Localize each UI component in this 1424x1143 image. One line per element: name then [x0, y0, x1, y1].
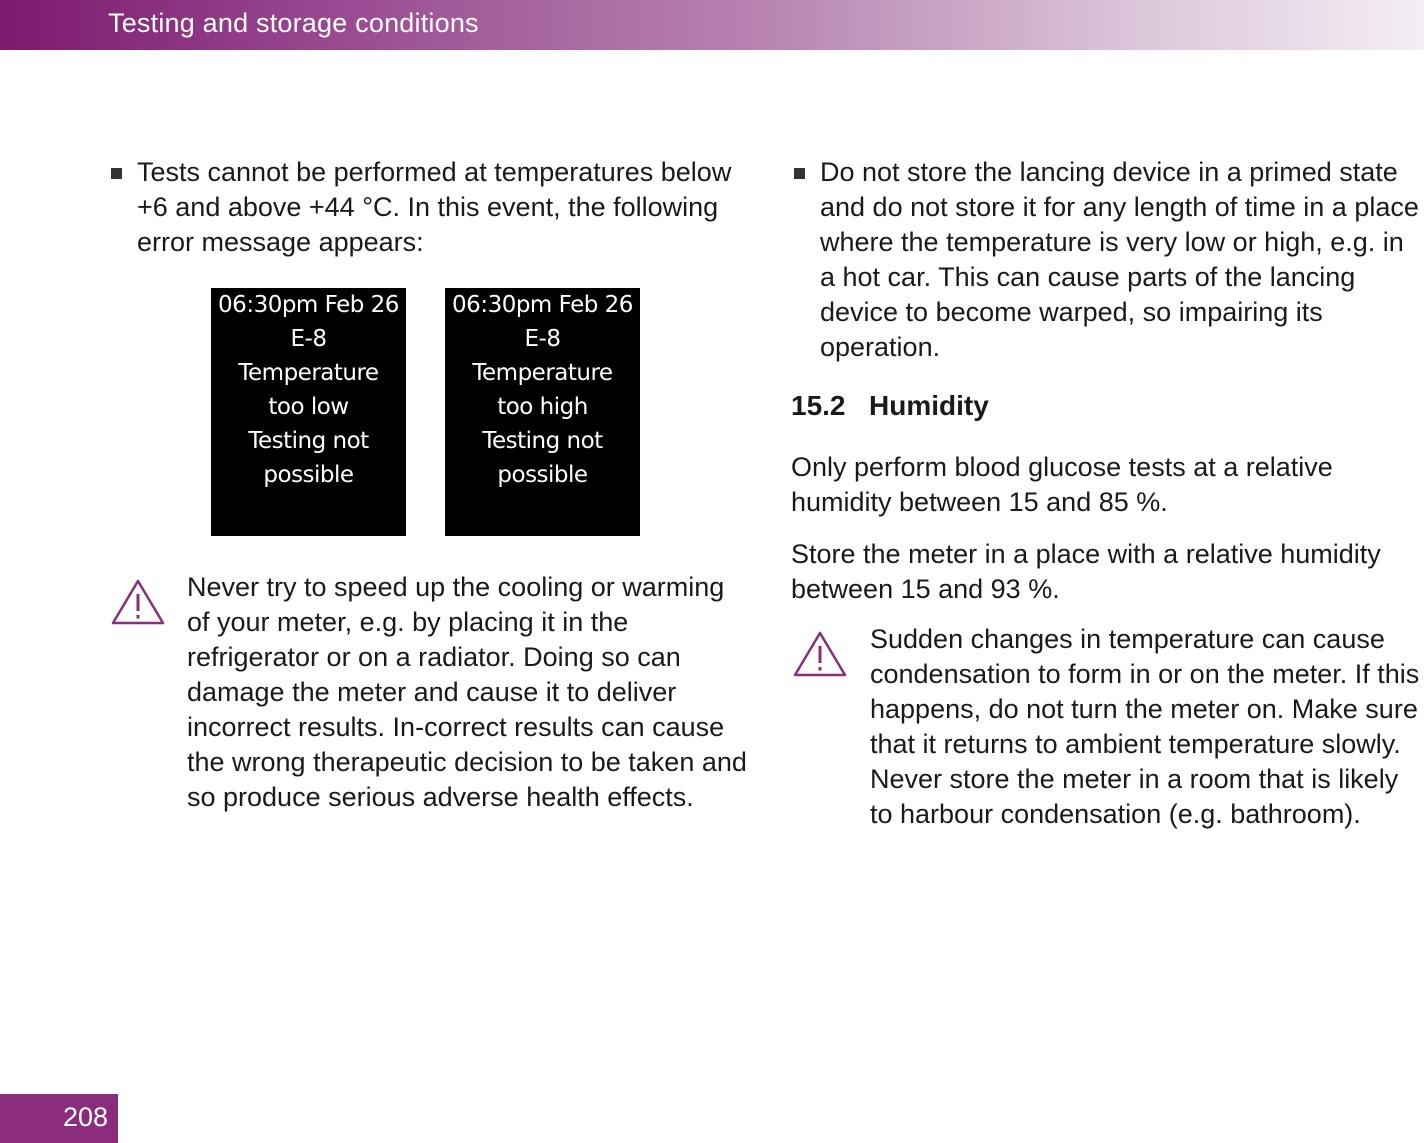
section-number: 15.2	[791, 390, 846, 421]
warning-triangle-icon	[792, 630, 848, 678]
screen-line-1: Temperature	[472, 360, 613, 386]
page-title: Testing and storage conditions	[108, 8, 479, 38]
left-column	[108, 155, 748, 260]
meter-screen-too-low	[211, 288, 406, 536]
page-number: 208	[62, 1102, 108, 1132]
warning-triangle-icon	[110, 578, 166, 626]
paragraph-storage-humidity: Store the meter in a place with a relative humidity between 15 and 93 %.	[791, 539, 1381, 604]
screen-time: 06:30pm Feb 26	[218, 292, 399, 318]
bullet-square-icon	[111, 168, 122, 179]
screen-line-4: possible	[263, 462, 354, 488]
screen-time: 06:30pm Feb 26	[452, 292, 633, 318]
screen-error-code: E-8	[524, 326, 561, 352]
page-number-box	[0, 1094, 118, 1143]
screen-error-code: E-8	[290, 326, 327, 352]
bullet-text: Tests cannot be performed at temperatures below +6 and above +44 °C. In this event, the following error message appears:	[137, 157, 732, 257]
section-title: Humidity	[869, 390, 989, 421]
section-heading-humidity	[791, 390, 989, 422]
list-item-temperature-limits	[108, 155, 748, 260]
right-column	[791, 155, 1421, 365]
bullet-text: Do not store the lancing device in a primed state and do not store it for any length of time in a place where the temperature is very low or high, e.g. in a hot car. This can cause parts of the lancing device to become warped, so impairing its operation.	[820, 157, 1419, 362]
screen-line-2: too high	[497, 394, 588, 420]
meter-screens	[211, 288, 639, 536]
paragraph-test-humidity: Only perform blood glucose tests at a relative humidity between 15 and 85 %.	[791, 452, 1333, 517]
screen-line-2: too low	[268, 394, 349, 420]
header-bar	[0, 0, 1424, 50]
bullet-square-icon	[794, 168, 805, 179]
list-item-lancing-storage	[791, 155, 1421, 365]
warning-text-cooling: Never try to speed up the cooling or warming of your meter, e.g. by placing it in the refrigerator or on a radiator. Doing so can damage the meter and cause it to deliver incorrect results. In-correct results can cause the wrong therapeutic decision to be taken and so produce serious adverse health effects.	[187, 572, 747, 812]
screen-line-3: Testing not	[248, 428, 369, 454]
warning-text-condensation: Sudden changes in temperature can cause condensation to form in or on the meter. If this happens, do not turn the meter on. Make sure that it returns to ambient temperature slowly. Never store the meter in a room that is likely to harbour condensation (e.g. bathroom).	[870, 624, 1420, 829]
screen-line-4: possible	[497, 462, 588, 488]
screen-line-3: Testing not	[482, 428, 603, 454]
screen-line-1: Temperature	[238, 360, 379, 386]
meter-screen-too-high	[445, 288, 640, 536]
